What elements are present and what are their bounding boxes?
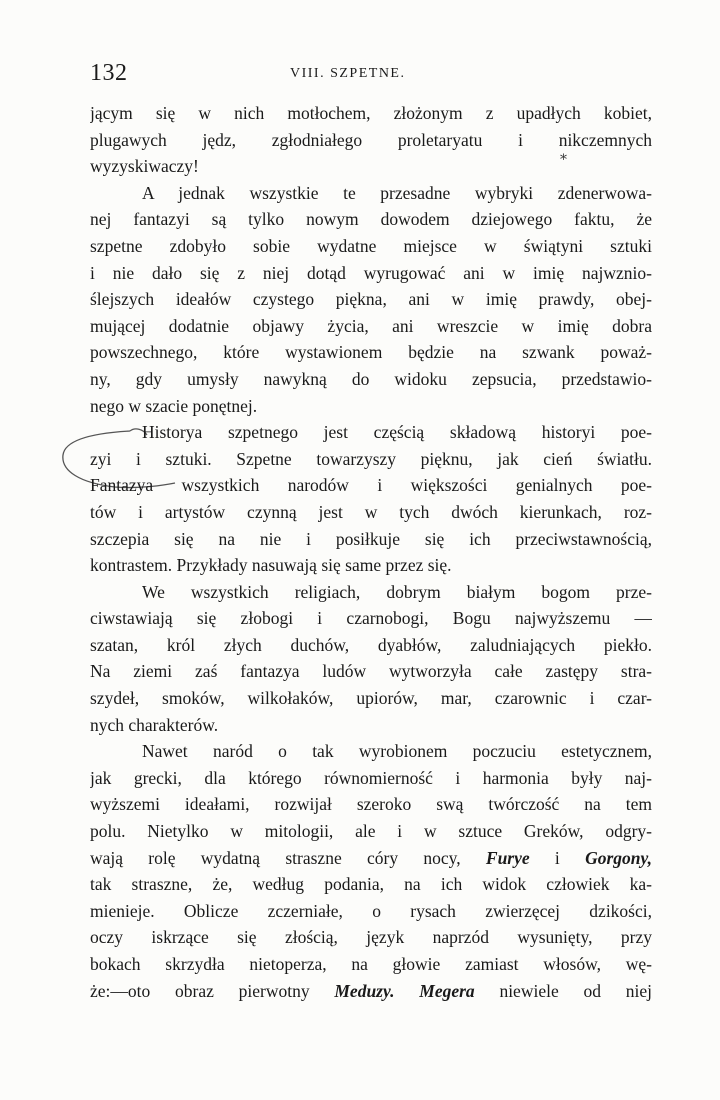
text-line: kontrastem. Przykłady nasuwają się same przez się. [90, 555, 452, 576]
body-text [90, 100, 652, 1004]
text-line: wyzyskiwaczy! [90, 156, 199, 177]
text-line: ny, gdy umysły nawykną do widoku zepsucia, przedstawio- [90, 368, 652, 389]
italic-name: Megera [419, 980, 475, 1001]
text-line: polu. Nietylko w mitologii, ale i w sztuce Greków, odgry- [90, 821, 652, 842]
text-line: Historya szpetnego jest częścią składową historyi poe- [142, 422, 652, 443]
italic-name: Gorgony, [585, 847, 652, 868]
text-fragment: wają rolę wydatną straszne córy nocy, [90, 847, 486, 868]
text-line: powszechnego, które wystawionem będzie na szwank poważ- [90, 342, 652, 363]
text-line: tów i artystów czynną jest w tych dwóch kierunkach, roz- [90, 501, 652, 522]
text-line [90, 845, 652, 872]
text-line: nych charakterów. [90, 714, 219, 735]
text-line: szatan, król złych duchów, dyabłów, zaludniających piekło. [90, 634, 652, 655]
text-line: Nawet naród o tak wyrobionem poczuciu estetycznem, [142, 741, 652, 762]
text-line: ciwstawiają się złobogi i czarnobogi, Bogu najwyższemu — [90, 608, 652, 629]
text-line: wyższemi ideałami, rozwijał szeroko swą twórczość na tem [90, 794, 652, 815]
page-header [90, 60, 652, 92]
text-line: A jednak wszystkie te przesadne wybryki zdenerwowa- [142, 182, 652, 203]
italic-name: Meduzy. [334, 980, 395, 1001]
text-line: nego w szacie ponętnej. [90, 395, 258, 416]
text-fragment: i [529, 847, 586, 868]
text-line: zyi i sztuki. Szpetne towarzyszy pięknu, jak cień światłu. [90, 448, 652, 469]
text-line: mienieje. Oblicze zczerniałe, o rysach zwierzęcej dzikości, [90, 900, 652, 921]
text-line: mującej dodatnie objawy życia, ani wreszcie w imię dobra [90, 315, 652, 336]
text-fragment: że:—oto obraz pierwotny [90, 980, 335, 1001]
text-line: bokach skrzydła nietoperza, na głowie zamiast włosów, wę- [90, 954, 652, 974]
text-line: ślejszych ideałów czystego piękna, ani w imię prawdy, obej- [90, 289, 652, 310]
text-fragment [395, 981, 420, 1001]
text-fragment: niewiele od niej [474, 980, 652, 1001]
running-head: VIII. SZPETNE. [290, 66, 406, 81]
text-line: nej fantazyi są tylko nowym dowodem dziejowego faktu, że [90, 209, 652, 230]
text-line [90, 978, 652, 1005]
text-line: szpetne zdobyło sobie wydatne miejsce w świątyni sztuki [90, 235, 652, 256]
text-line: Fantazya wszystkich narodów i większości genialnych poe- [90, 475, 652, 496]
ink-mark: * [560, 152, 567, 168]
text-line: i nie dało się z niej dotąd wyrugować ani w imię najwznio- [90, 262, 652, 283]
text-line: tak straszne, że, według podania, na ich widok człowiek ka- [90, 874, 652, 895]
text-line: jącym się w nich motłochem, złożonym z upadłych kobiet, [90, 103, 652, 123]
text-line: szczepia się na nie i posiłkuje się ich przeciwstawnością, [90, 528, 652, 549]
text-line: jak grecki, dla którego równomierność i harmonia były naj- [90, 767, 652, 788]
page-number: 132 [90, 60, 128, 86]
italic-name: Furye [485, 847, 530, 868]
text-line: We wszystkich religiach, dobrym białym bogom prze- [142, 581, 652, 602]
text-line: szydeł, smoków, wilkołaków, upiorów, mar, czarownic i czar- [90, 688, 652, 709]
text-line: Na ziemi zaś fantazya ludów wytworzyła całe zastępy stra- [90, 661, 652, 682]
text-line: oczy iskrzące się złością, język naprzód wysunięty, przy [90, 927, 652, 948]
text-line: plugawych jędz, zgłodniałego proletaryatu i nikczemnych [90, 129, 652, 150]
